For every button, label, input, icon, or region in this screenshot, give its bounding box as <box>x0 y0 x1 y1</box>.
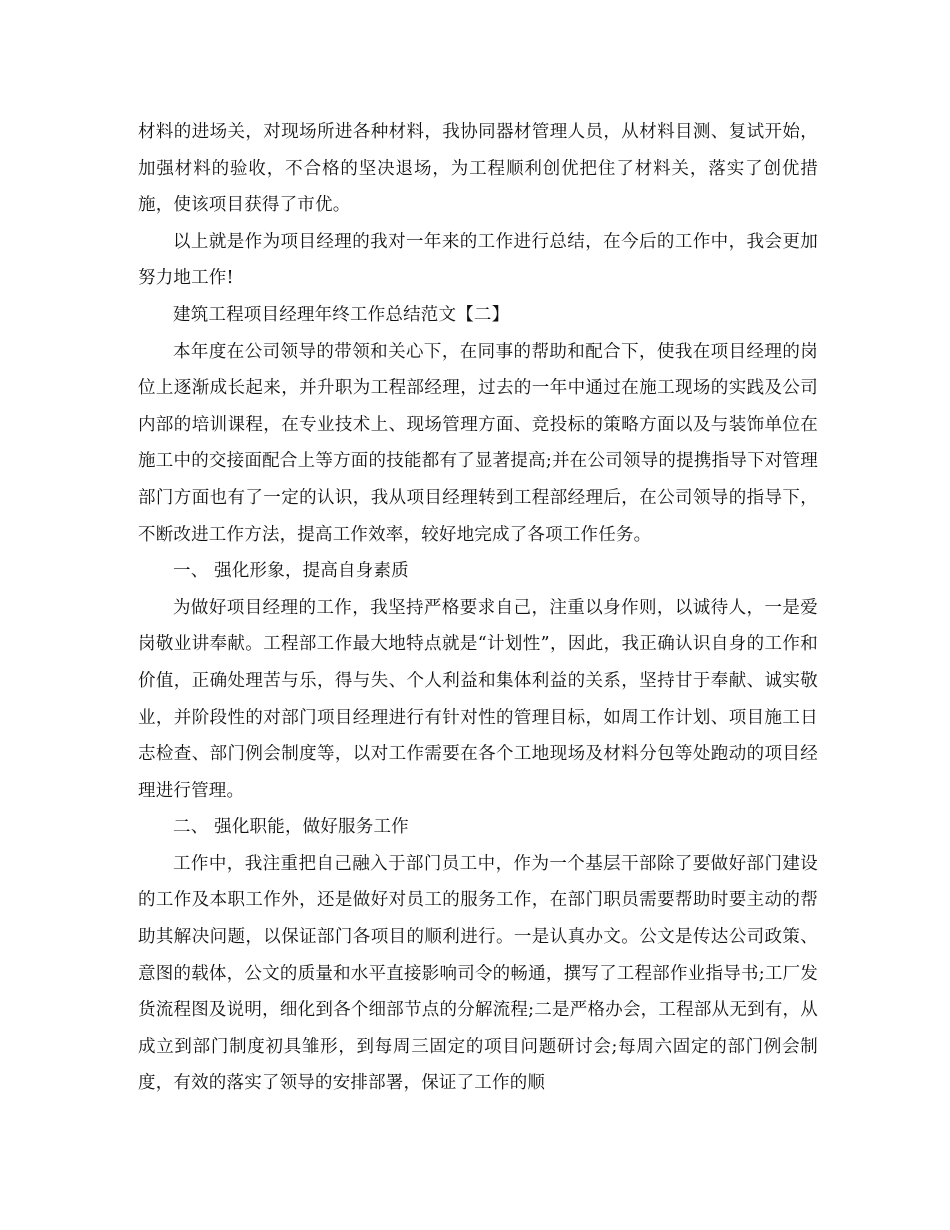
paragraph-material-acceptance: 材料的进场关，对现场所进各种材料，我协同器材管理人员，从材料目测、复试开始，加强材料的验收，不合格的坚决退场，为工程顺利创优把住了材料关，落实了创优措施，使该项目获得了市优。 <box>138 122 818 216</box>
paragraph-annual-overview: 本年度在公司领导的带领和关心下，在同事的帮助和配合下，使我在项目经理的岗位上逐渐成长起来，并升职为工程部经理，过去的一年中通过在施工现场的实践及公司内部的培训课程，在专业技术上、现场管理方面、竞投标的策略方面以及与装饰单位在施工中的交接面配合上等方面的技能都有了显著提高;并在公司领导的提携指导下对管理部门方面也有了一定的认识，我从项目经理转到工程部经理后，在公司领导的指导下，不断改进工作方法，提高工作效率，较好地完成了各项工作任务。 <box>138 341 818 545</box>
paragraph-conclusion: 以上就是作为项目经理的我对一年来的工作进行总结，在今后的工作中，我会更加努力地工作! <box>138 231 818 289</box>
section-title-sample-two: 建筑工程项目经理年终工作总结范文【二】 <box>173 304 510 325</box>
paragraph-service-work: 工作中，我注重把自己融入于部门员工中，作为一个基层干部除了要做好部门建设的工作及本职工作外，还是做好对员工的服务工作，在部门职员需要帮助时要主动的帮助其解决问题，以保证部门各项目的顺利进行。一是认真办文。公文是传达公司政策、意图的载体，公文的质量和水平直接影响司令的畅通，撰写了工程部作业指导书;工厂发货流程图及说明，细化到各个细部节点的分解流程;二是严格办会，工程部从无到有，从成立到部门制度初具雏形，到每周三固定的项目问题研讨会;每周六固定的部门例会制度，有效的落实了领导的安排部署，保证了工作的顺 <box>138 853 818 1094</box>
heading-strengthen-image: 一、 强化形象，提高自身素质 <box>173 561 409 582</box>
paragraph-self-discipline: 为做好项目经理的工作，我坚持严格要求自己，注重以身作则，以诚待人，一是爱岗敬业讲奉献。工程部工作最大地特点就是“计划性”，因此，我正确认识自身的工作和价值，正确处理苦与乐，得与失、个人利益和集体利益的关系，坚持甘于奉献、诚实敬业，并阶段性的对部门项目经理进行有针对性的管理目标，如周工作计划、项目施工日志检查、部门例会制度等，以对工作需要在各个工地现场及材料分包等处跑动的项目经理进行管理。 <box>138 597 818 801</box>
document-body <box>138 114 818 1102</box>
heading-strengthen-function: 二、 强化职能，做好服务工作 <box>173 817 409 838</box>
